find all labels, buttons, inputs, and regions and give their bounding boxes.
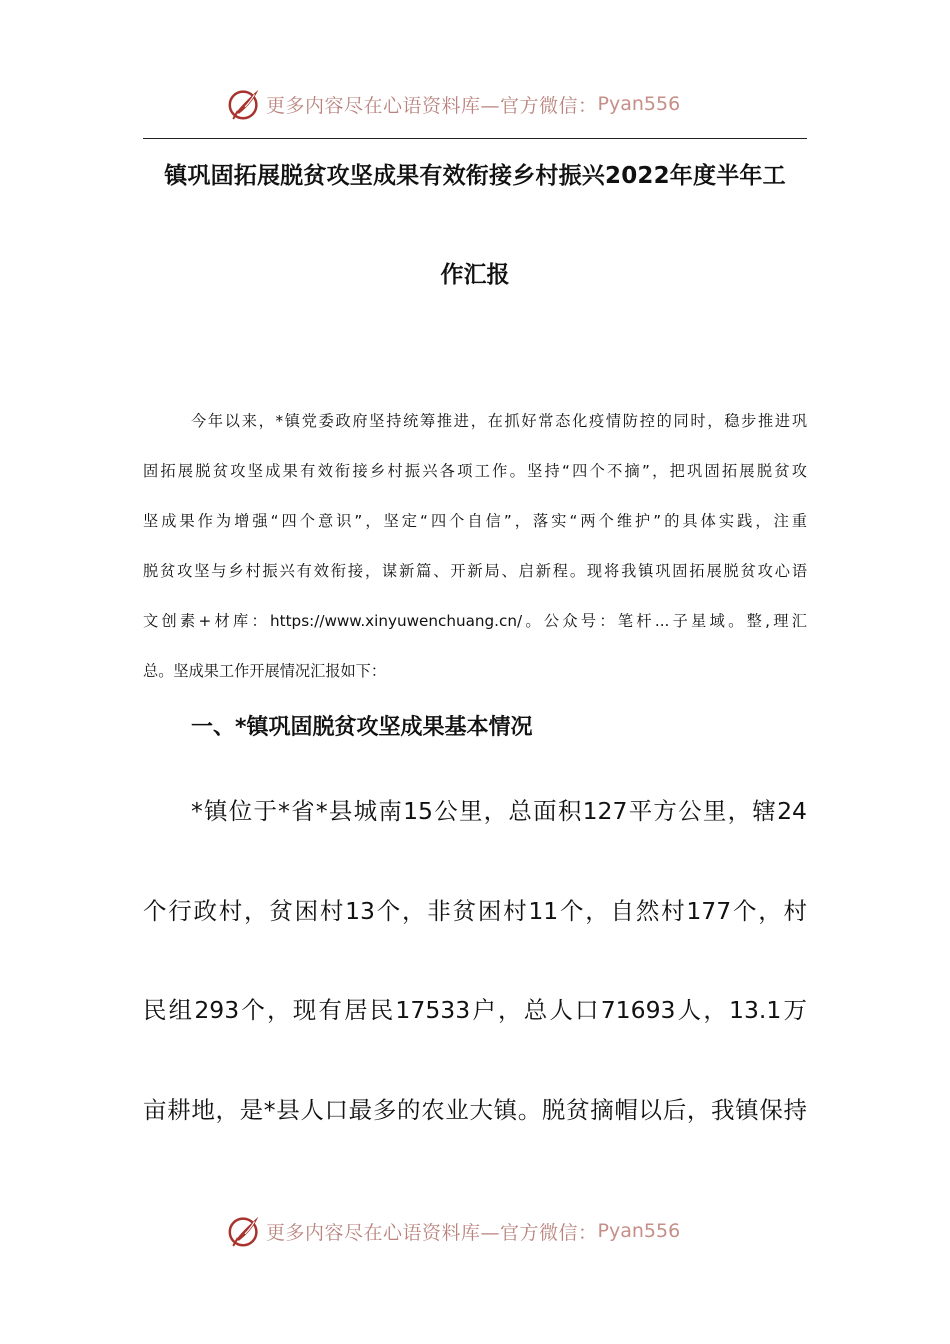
watermark-wechat-id: Pyan556	[597, 1220, 681, 1242]
section-heading: 一、*镇巩固脱贫攻坚成果基本情况	[191, 715, 533, 740]
quill-pen-logo-icon	[226, 85, 264, 123]
body-line: 民组293个，现有居民17533户，总人口71693人，13.1万	[143, 996, 807, 1024]
intro-line: 文创素+材库：https://www.xinyuwenchuang.cn/。公众号：笔杆...子星域。整,理汇	[143, 612, 807, 630]
intro-line: 固拓展脱贫攻坚成果有效衔接乡村振兴各项工作。坚持“四个不摘”，把巩固拓展脱贫攻	[143, 462, 807, 480]
watermark-wechat-id: Pyan556	[597, 93, 681, 115]
intro-line: 坚成果作为增强“四个意识”，坚定“四个自信”，落实“两个维护”的具体实践，注重	[143, 512, 807, 530]
header-watermark	[0, 82, 950, 126]
footer-watermark	[0, 1209, 950, 1253]
intro-line: 今年以来，*镇党委政府坚持统筹推进，在抓好常态化疫情防控的同时，稳步推进巩	[191, 412, 807, 430]
watermark-text: 更多内容尽在心语资料库—官方微信：	[266, 1221, 598, 1244]
intro-paragraph	[143, 396, 807, 696]
intro-line: 脱贫攻坚与乡村振兴有效衔接，谋新篇、开新局、启新程。现将我镇巩固拓展脱贫攻心语	[143, 562, 807, 580]
watermark-text: 更多内容尽在心语资料库—官方微信：	[266, 94, 598, 117]
header-divider	[143, 138, 807, 139]
body-line: 个行政村，贫困村13个，非贫困村11个，自然村177个，村	[143, 896, 807, 925]
document-title-line-2: 作汇报	[440, 262, 510, 288]
intro-line: 总。坚成果工作开展情况汇报如下：	[143, 662, 386, 680]
body-paragraph	[143, 776, 807, 1174]
body-line: *镇位于*省*县城南15公里，总面积127平方公里，辖24	[191, 797, 807, 825]
body-line: 亩耕地，是*县人口最多的农业大镇。脱贫摘帽以后，我镇保持	[143, 1095, 807, 1124]
quill-pen-logo-icon	[226, 1212, 264, 1250]
document-title-line-1: 镇巩固拓展脱贫攻坚成果有效衔接乡村振兴2022年度半年工	[164, 163, 786, 189]
